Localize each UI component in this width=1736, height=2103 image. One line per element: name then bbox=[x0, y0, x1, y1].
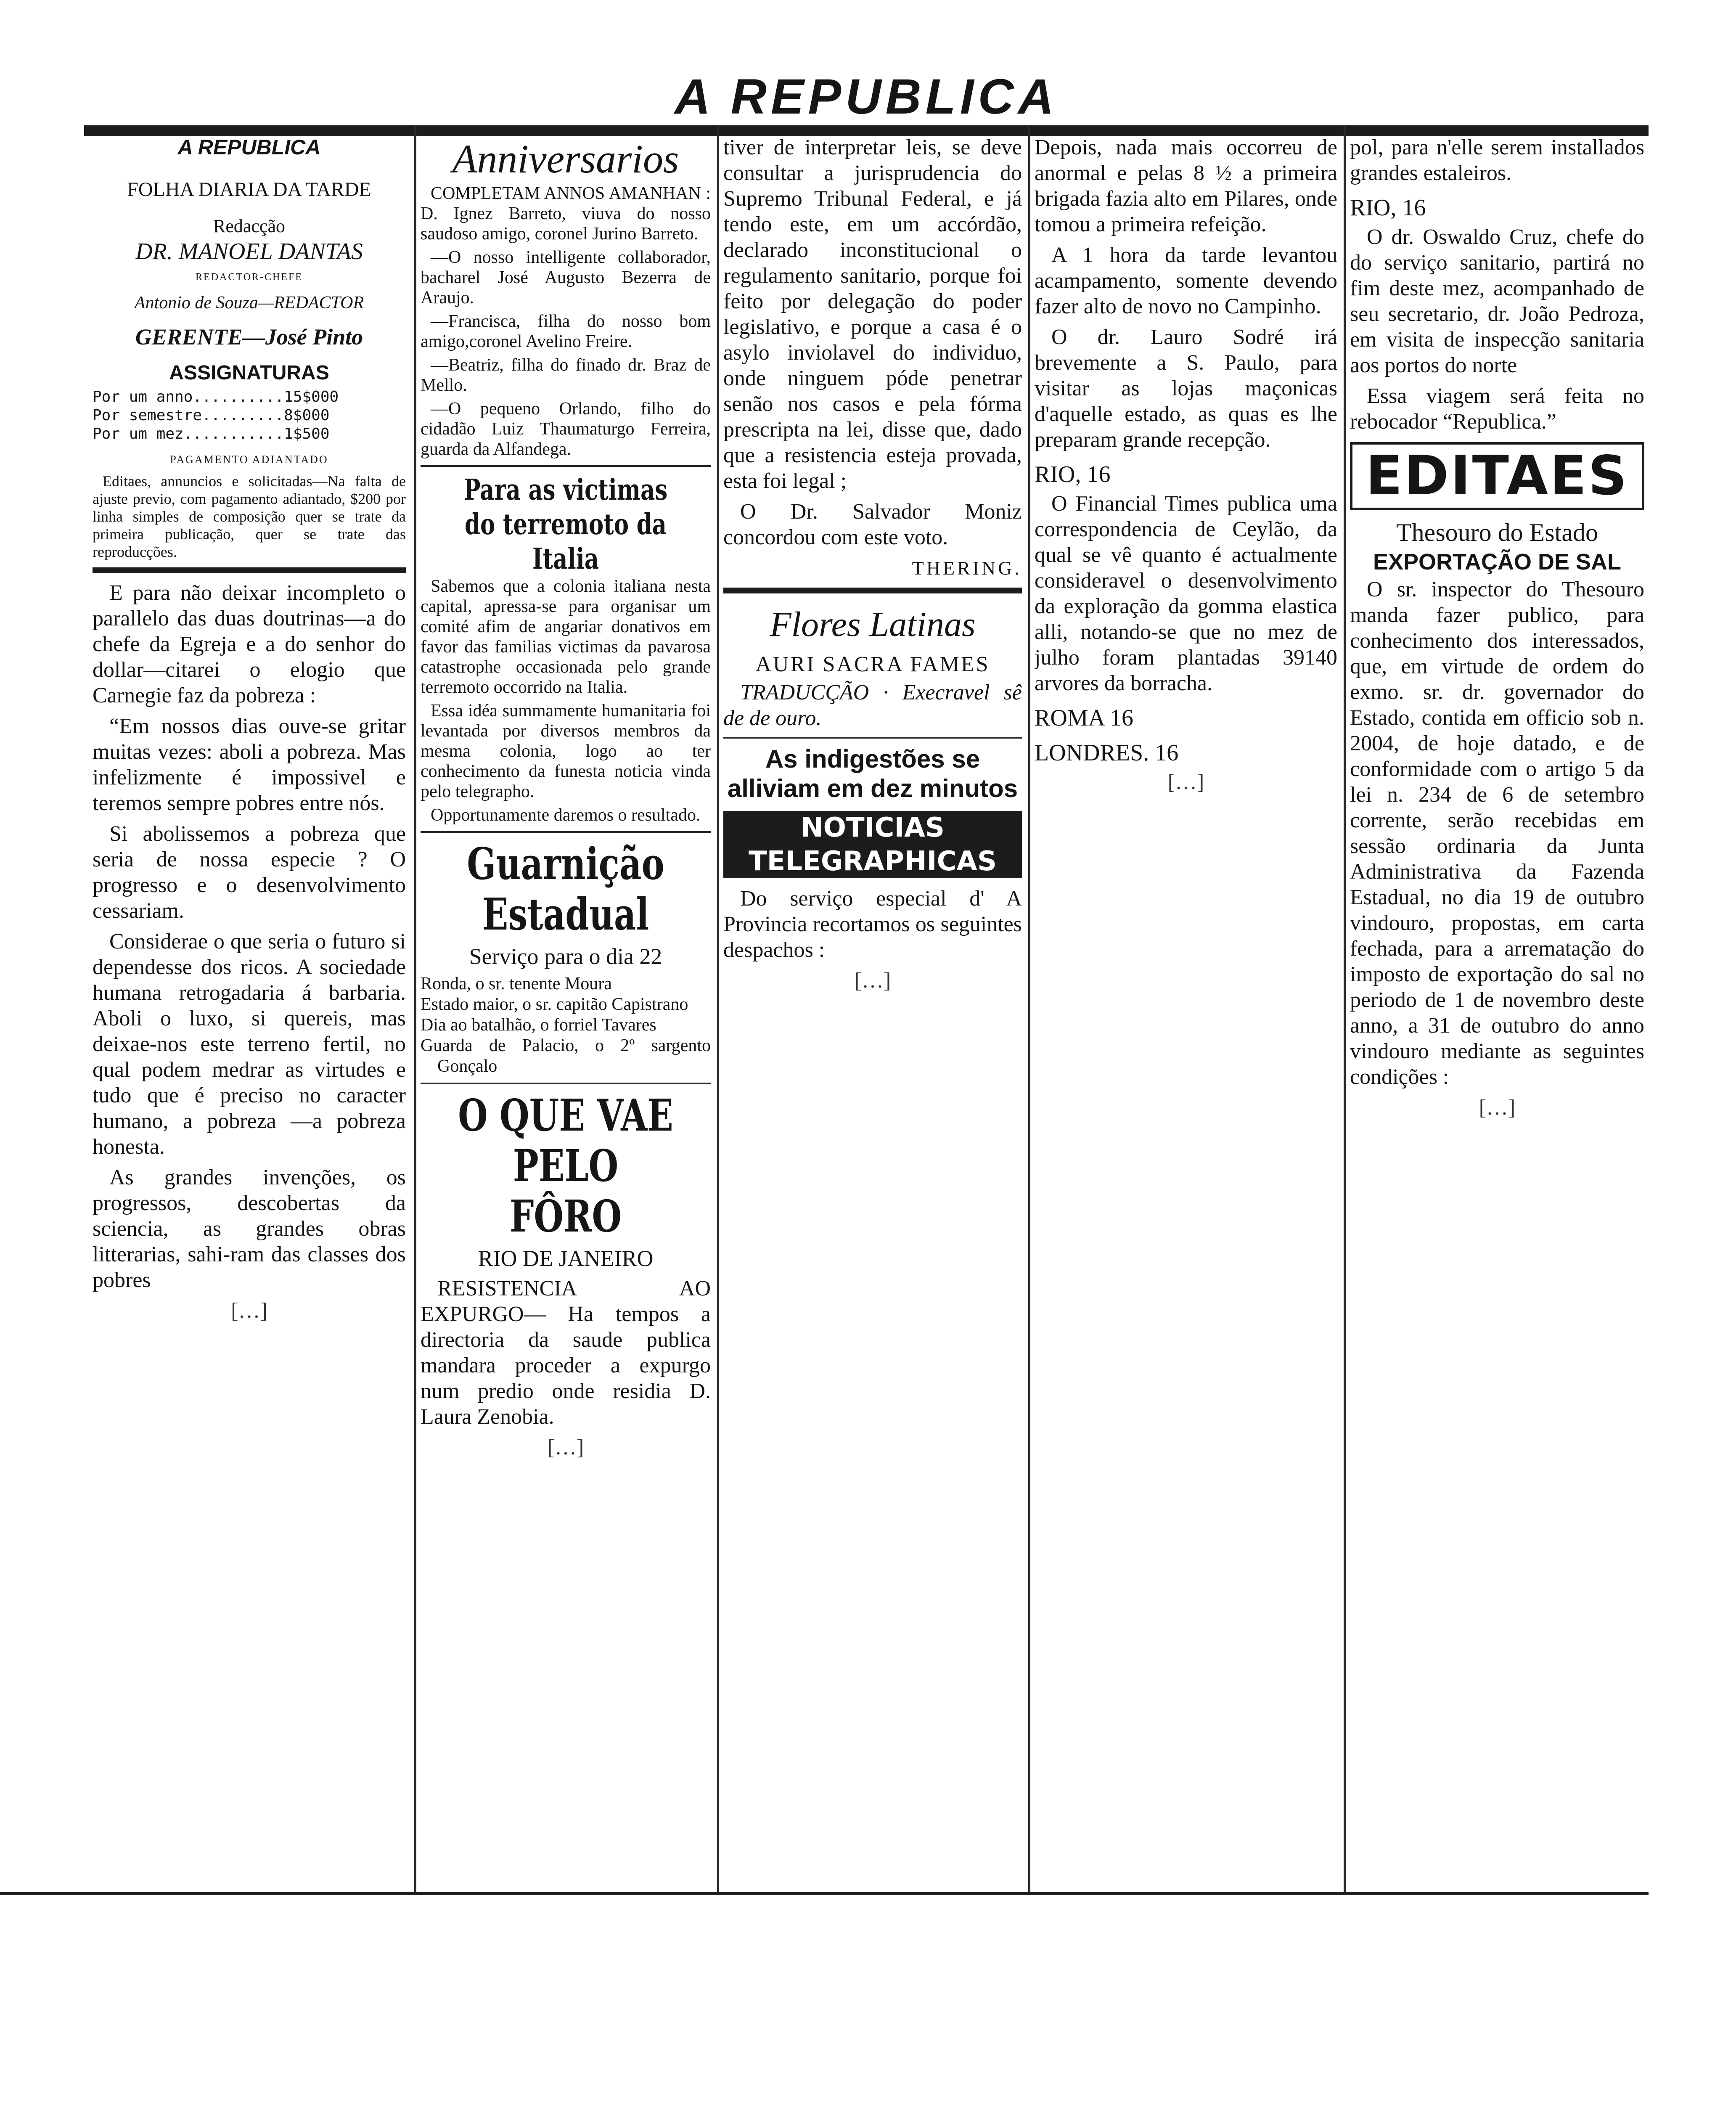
column-5 bbox=[1350, 135, 1644, 1888]
omitted-text-marker: […] bbox=[547, 1436, 584, 1459]
article-paragraph: E para não deixar incompleto o parallelo das duas doutrinas—a do chefe da Egreja e a do senhor do dollar—citarei o elogio que Carnegie faz da pobreza : bbox=[93, 581, 406, 707]
flag-redaccao: Redacção bbox=[213, 216, 285, 236]
column-1 bbox=[93, 135, 406, 1888]
column-divider bbox=[1028, 126, 1030, 1893]
article-paragraph: “Em nossos dias ouve-se gritar muitas vezes: aboli a pobreza. Mas infelizmente é impossivel e teremos sempre pobres entre nós. bbox=[93, 714, 406, 815]
article-paragraph: O Dr. Salvador Moniz concordou com este voto. bbox=[723, 500, 1022, 549]
column-2 bbox=[421, 135, 711, 1888]
italia-paragraph: Opportunamente daremos o resultado. bbox=[431, 805, 701, 825]
anniversario-item: —O nosso intelligente collaborador, bacharel José Augusto Bezerra de Araujo. bbox=[421, 248, 711, 307]
flag-director: DR. MANOEL DANTAS bbox=[135, 238, 363, 265]
article-paragraph: O Financial Times publica uma correspondencia de Ceylão, da qual se vê quanto é actualmente consideravel o desenvolvimento da exploração da gomma elastica alli, notando-se que no mez de julho foram plantadas 39140 arvores da borracha. bbox=[1035, 492, 1337, 695]
dateline-londres: LONDRES. 16 bbox=[1035, 740, 1179, 766]
noticias-telegraphicas-title: NOTICIAS TELEGRAPHICAS bbox=[723, 811, 1022, 878]
noticias-paragraph: Do serviço especial d' A Provincia recortamos os seguintes despachos : bbox=[723, 887, 1022, 962]
signature: THERING. bbox=[912, 557, 1022, 579]
article-paragraph: pol, para n'elle serem installados grandes estaleiros. bbox=[1350, 135, 1644, 185]
section-rule bbox=[421, 1083, 711, 1084]
column-3 bbox=[723, 135, 1022, 1888]
article-paragraph: A 1 hora da tarde levantou acampamento, somente devendo fazer alto de novo no Campinho. bbox=[1035, 243, 1337, 318]
article-paragraph: Si abolissemos a pobreza que seria de nossa especie ? O progresso e o desenvolvimento cessariam. bbox=[93, 822, 406, 923]
foro-subtitle: RIO DE JANEIRO bbox=[478, 1246, 654, 1271]
omitted-text-marker: […] bbox=[1479, 1096, 1516, 1120]
editaes-title: EDITAES bbox=[1350, 442, 1644, 510]
guarnicao-roster bbox=[421, 974, 711, 1077]
omitted-text-marker: […] bbox=[231, 1299, 267, 1323]
anniversario-item: COMPLETAM ANNOS AMANHAN : D. Ignez Barreto, viuva do nosso saudoso amigo, coronel Jurino Barreto. bbox=[421, 184, 711, 244]
column-divider bbox=[414, 126, 416, 1893]
pagamento-note: PAGAMENTO ADIANTADO bbox=[170, 453, 328, 466]
price-semestre: Por semestre.........8$000 bbox=[93, 407, 330, 424]
section-rule bbox=[421, 465, 711, 467]
column-divider bbox=[1344, 126, 1346, 1893]
omitted-text-marker: […] bbox=[854, 969, 891, 993]
italia-paragraph: Essa idéa summamente humanitaria foi levantada por diversos membros da mesma colonia, logo ao ter conhecimento da funesta noticia vinda pelo telegrapho. bbox=[421, 701, 711, 801]
roster-entry: Estado maior, o sr. capitão Capistrano bbox=[421, 995, 688, 1014]
indigestoes-title: As indigestões se alliviam em dez minutos bbox=[727, 745, 1018, 803]
roster-entry: Dia ao batalhão, o forriel Tavares bbox=[421, 1015, 656, 1035]
foro-paragraph: RESISTENCIA AO EXPURGO— Ha tempos a directoria da saude publica mandara proceder a expurgo num predio onde residia D. Laura Zenobia. bbox=[421, 1277, 711, 1429]
section-rule bbox=[421, 831, 711, 833]
masthead: A REPUBLICA bbox=[675, 69, 1058, 124]
italia-paragraph: Sabemos que a colonia italiana nesta capital, apressa-se para organisar um comité afim de angariar donativos em favor das familias victimas da pavarosa catastrophe occasionada pelo grande terremoto occorrido na Italia. bbox=[421, 577, 711, 697]
article-paragraph: O dr. Lauro Sodré irá brevemente a S. Paulo, para visitar as lojas maçonicas d'aquelle estado, as quas es lhe preparam grande recepção. bbox=[1035, 325, 1337, 452]
article-paragraph: As grandes invenções, os progressos, descobertas da sciencia, as grandes obras litterarias, sahi-ram das classes dos pobres bbox=[93, 1165, 406, 1292]
exportacao-heading: EXPORTAÇÃO DE SAL bbox=[1373, 549, 1622, 575]
anniversarios-title: Anniversarios bbox=[452, 136, 679, 181]
italia-title: Para as victimas do terremoto da Italia bbox=[463, 473, 668, 576]
article-paragraph: Depois, nada mais occorreu de anormal e pelas 8 ½ a primeira brigada fazia alto em Pilares, onde tomou a primeira refeição. bbox=[1035, 135, 1337, 236]
article-paragraph: O dr. Oswaldo Cruz, chefe do do serviço sanitario, partirá no fim deste mez, acompanhado de seu secretario, dr. João Pedroza, em visita de inspecção sanitaria aos portos do norte bbox=[1350, 225, 1644, 377]
bottom-rule bbox=[0, 1892, 1649, 1895]
editaes-note-block bbox=[93, 472, 406, 561]
flag-gerente: GERENTE—José Pinto bbox=[135, 324, 363, 350]
flores-latinas-title: Flores Latinas bbox=[770, 605, 976, 644]
article-paragraph: tiver de interpretar leis, se deve consultar a jurisprudencia do Supremo Tribunal Federal, e já tendo este, em um accórdão, declarado inconstitucional o regulamento sanitario, porque foi feito por delegação do poder legislativo, e porque a casa é o asylo inviolavel do individuo, onde ninguem póde penetrar senão nos casos e pela fórma prescripta na lei, disse que, dado que a resistencia esteja provada, esta foi legal ; bbox=[723, 135, 1022, 493]
omitted-text-marker: […] bbox=[1167, 770, 1204, 794]
article-paragraph: Essa viagem será feita no rebocador “Republica.” bbox=[1350, 384, 1644, 434]
foro-title: O QUE VAE PELO FÔRO bbox=[458, 1089, 673, 1242]
flag-chefe-label: REDACTOR-CHEFE bbox=[196, 272, 303, 283]
anniversario-item: —O pequeno Orlando, filho do cidadão Luiz Thaumaturgo Ferreira, guarda da Alfandega. bbox=[421, 399, 711, 459]
anniversario-item: —Beatriz, filha do finado dr. Braz de Mello. bbox=[421, 355, 711, 395]
dateline-roma: ROMA 16 bbox=[1035, 705, 1133, 731]
article-paragraph: Considerae o que seria o futuro si dependesse dos ricos. A sociedade humana retrogadaria á barbaria. Aboli o luxo, si quereis, mas deixae-nos este terreno fertil, no qual podem medrar as virtudes e tudo que é preciso no caracter humano, a pobreza —a pobreza honesta. bbox=[93, 930, 406, 1159]
price-anno: Por um anno..........15$000 bbox=[93, 388, 339, 405]
dateline-rio: RIO, 16 bbox=[1350, 195, 1426, 221]
anniversario-item: —Francisca, filha do nosso bom amigo,coronel Avelino Freire. bbox=[421, 312, 711, 351]
guarnicao-title: Guarnição Estadual bbox=[467, 838, 664, 940]
column-4 bbox=[1035, 135, 1337, 1888]
thesouro-heading: Thesouro do Estado bbox=[1396, 519, 1598, 546]
column-divider bbox=[717, 126, 719, 1893]
assign-prices bbox=[93, 388, 406, 443]
price-mez: Por um mez...........1$500 bbox=[93, 425, 330, 442]
flag-subtitle: FOLHA DIARIA DA TARDE bbox=[127, 178, 371, 201]
flag-redactor: Antonio de Souza—REDACTOR bbox=[134, 293, 364, 313]
dateline-rio: RIO, 16 bbox=[1035, 461, 1111, 487]
assign-title: ASSIGNATURAS bbox=[169, 362, 329, 384]
flores-paragraph: TRADUCÇÃO · Execravel sê de de ouro. bbox=[723, 681, 1022, 730]
edital-paragraph: O sr. inspector do Thesouro manda fazer publico, para conhecimento dos interessados, que, em virtude de ordem do exmo. sr. dr. governador do Estado, contida em officio sob n. 2004, de hoje datado, e de conformidade com o artigo 5 da lei n. 234 de 6 de setembro corrente, serão recebidas em sessão ordinaria da Junta Administrativa da Fazenda Estadual, no dia 19 de outubro vindouro, propostas, em carta fechada, para a arrematação do imposto de exportação do sal no periodo de 1 de novembro deste anno, a 31 de outubro do anno vindouro mediante as seguintes condições : bbox=[1350, 577, 1644, 1089]
roster-entry: Ronda, o sr. tenente Moura bbox=[421, 974, 612, 993]
section-rule bbox=[93, 567, 406, 573]
guarnicao-subtitle: Serviço para o dia 22 bbox=[469, 944, 662, 969]
section-rule bbox=[723, 588, 1022, 593]
roster-entry: Guarda de Palacio, o 2º sargento Gonçalo bbox=[421, 1036, 711, 1076]
section-rule bbox=[723, 737, 1022, 739]
editaes-note: Editaes, annuncios e solicitadas—Na falta de ajuste previo, com pagamento adiantado, $200 por linha simples de composição quer se trate da primeira publicação, quer se trate das reproducções. bbox=[93, 473, 406, 560]
flores-latinas-subtitle: AURI SACRA FAMES bbox=[755, 652, 990, 676]
flag-title: A REPUBLICA bbox=[177, 135, 321, 159]
